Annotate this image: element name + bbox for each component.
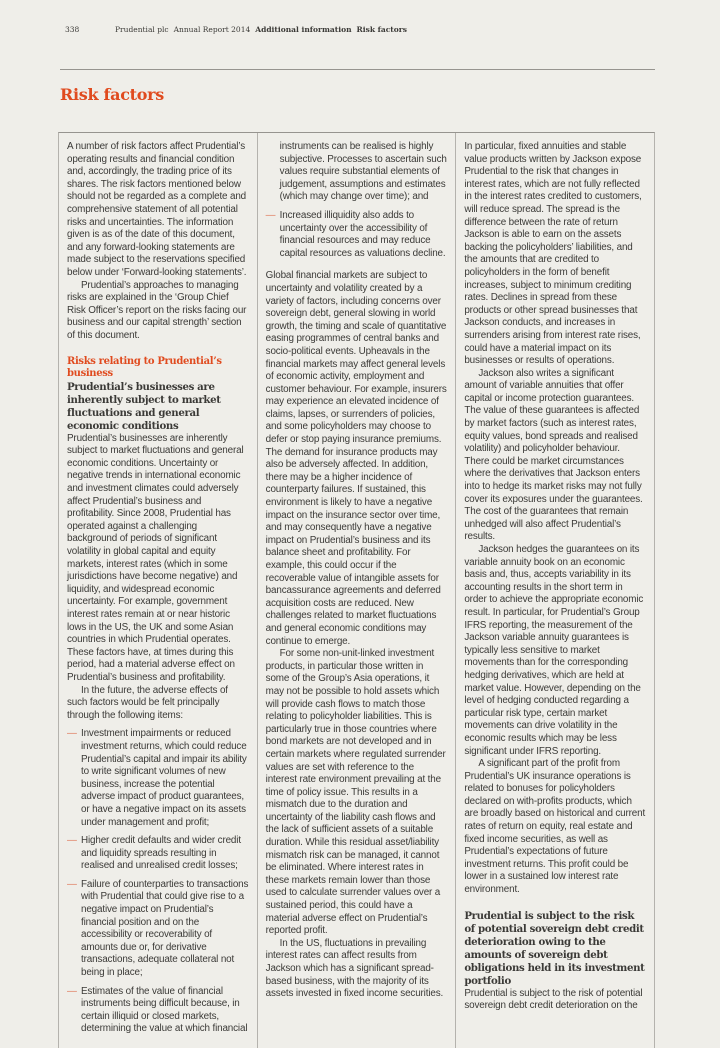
bullet-dash-icon: —: [265, 209, 276, 221]
content-columns: [58, 132, 655, 1048]
paragraph: A number of risk factors affect Prudential’s operating results and financial condition and, accordingly, the trading price of its shares. The risk factors mentioned below should not be regarded as a complete and comprehensive statement of all potential risks and uncertainties. The information given is as of the date of this document, and any forward-looking statements are made subject to the reservations specified below under ‘Forward-looking statements’.: [67, 141, 247, 278]
paragraph: For some non-unit-linked investment products, in particular those written in some of the Group’s Asia operations, it may not be possible to hold assets which will provide cash flows to match those relating to policyholder liabilities. This is particularly true in those countries where bond markets are not developed and in certain markets where regulated surrender values are set with reference to the interest rate environment prevailing at the time of policy issue. This results in a mismatch due to the duration and uncertainty of the liability cash flows and the lack of sufficient assets of a suitable duration. While this residual asset/liability mismatch risk can be managed, it cannot be eliminated. Where interest rates in these markets remain lower than those used to calculate surrender values over a sustained period, this could have a material adverse effect on Prudential’s reported profit.: [265, 648, 446, 937]
column-3: [455, 133, 654, 1048]
page-number: 338: [65, 25, 80, 34]
bullet-item: [67, 879, 249, 980]
risk-subheading: Prudential’s businesses are inherently subject to market fluctuations and general economic conditions: [67, 380, 221, 432]
paragraph: Global financial markets are subject to uncertainty and volatility created by a variety of factors, including concerns over sovereign debt, general slowing in world growth, the timing and scale of quantitative easing programmes of central banks and socio-political events. Upheavals in the financial markets may affect general levels of economic activity, employment and customer behaviour. For example, insurers may experience an elevated incidence of claims, lapses, or surrenders of policies, and some policyholders may choose to defer or stop paying insurance premiums. The demand for insurance products may also be adversely affected. In addition, there may be a higher incidence of counterparty failures. If sustained, this environment is likely to have a negative impact on the insurance sector over time, and may consequently have a negative impact on Prudential’s business and its balance sheet and profitability. For example, this could occur if the recoverable value of intangible assets for bancassurance agreements and deferred acquisition costs are reduced. New challenges related to market fluctuations and general economic conditions may continue to emerge.: [265, 270, 447, 647]
page-title: Risk factors: [60, 84, 164, 104]
bullet-text: Failure of counterparties to transactions with Prudential that could give rise to a negative impact on Prudential’s financial position and on the accessibility or recoverability of amounts due or, for derivative transactions, adequate collateral not being in place;: [81, 878, 249, 979]
header-section: Additional information: [255, 25, 352, 34]
bullet-dash-icon: —: [67, 985, 77, 997]
header-report: Annual Report 2014: [173, 25, 251, 34]
bullet-item: [266, 210, 448, 260]
bullet-text: Investment impairments or reduced investment returns, which could reduce Prudential’s capital and impair its ability to write significant volumes of new business, increase the potential adverse impact of product guarantees, or have a negative impact on its assets under management and profit;: [81, 728, 247, 828]
paragraph: Prudential’s businesses are inherently subject to market fluctuations and general economic conditions. Uncertainty or negative trends in international economic and investment climates could adversely affect Prudential’s business and profitability. Since 2008, Prudential has operated against a challenging background of periods of significant volatility in global capital and equity markets, interest rates (which in some jurisdictions have become negative) and liquidity, and widespread economic uncertainty. For example, government interest rates remain at or near historic lows in the US, the UK and some Asian countries in which Prudential operates. These factors have, at times during this period, had a material adverse effect on Prudential’s business and profitability.: [67, 432, 244, 683]
bullet-dash-icon: —: [67, 878, 77, 890]
paragraph: In the future, the adverse effects of such factors would be felt principally through the following items:: [67, 684, 228, 721]
bullet-item: [67, 986, 249, 1036]
header-subsection: Risk factors: [356, 25, 407, 34]
bullet-item: [67, 835, 249, 873]
bullet-dash-icon: —: [67, 728, 77, 740]
header-company: Prudential plc: [115, 25, 169, 34]
column-1: [59, 133, 257, 1048]
paragraph: Prudential’s approaches to managing risks are explained in the ‘Group Chief Risk Officer’s report on the risks facing our business and our capital strength’ section of this document.: [67, 279, 247, 341]
paragraph: Jackson hedges the guarantees on its variable annuity book on an economic basis and, thus, accepts variability in its accounting results in the short term in order to achieve the appropriate economic result. In particular, for Prudential’s Group IFRS reporting, the measurement of the Jackson variable annuity guarantees is typically less sensitive to market movements than for the corresponding hedging derivatives, which are held at market value. However, depending on the level of hedging conducted regarding a particular risk type, certain market movements can drive volatility in the economic results which may be less significant under IFRS reporting.: [464, 544, 644, 757]
paragraph: A significant part of the profit from Prudential’s UK insurance operations is related to bonuses for policyholders declared on with-profits products, which are broadly based on historical and current rates of return on equity, real estate and fixed income securities, as well as Prudential’s expectations of future investment returns. This profit could be lower in a sustained low interest rate environment.: [464, 758, 646, 896]
paragraph: In the US, fluctuations in prevailing interest rates can affect results from Jackson which has a significant spread-based business, with the majority of its assets invested in fixed income securities.: [265, 937, 444, 1000]
paragraph: Prudential is subject to the risk of potential sovereign debt credit deterioration on the: [464, 987, 643, 1012]
section-heading: Risks relating to Prudential’s business: [67, 355, 222, 380]
risk-subheading: Prudential is subject to the risk of potential sovereign debt credit deterioration owing to the amounts of sovereign debt obligations held in its investment portfolio: [464, 909, 645, 987]
paragraph: Jackson also writes a significant amount of variable annuities that offer capital or income protection guarantees. The value of these guarantees is affected by market factors (such as interest rates, equity values, bond spreads and realised volatility) and policyholder behaviour. There could be market circumstances where the derivatives that Jackson enters into to hedge its market risks may not fully cover its exposures under the guarantees. The cost of the guarantees that remain unhedged will also affect Prudential’s results.: [464, 367, 643, 543]
bullet-continuation: instruments can be realised is highly subjective. Processes to ascertain such values require substantial elements of judgement, assumptions and estimates (which may change over time); and: [279, 141, 447, 203]
bullet-item: [67, 728, 249, 829]
column-2: [257, 133, 456, 1048]
page-header: [65, 25, 660, 34]
bullet-text: Estimates of the value of financial instruments being difficult because, in certain illiquid or closed markets, determining the value at which financial: [81, 985, 248, 1035]
title-divider: [60, 69, 655, 70]
bullet-text: Higher credit defaults and wider credit and liquidity spreads resulting in realised and unrealised credit losses;: [81, 835, 241, 872]
paragraph: In particular, fixed annuities and stable value products written by Jackson expose Prudential to the risk that changes in interest rates, which are not fully reflected in the interest rates credited to customers, will reduce spread. The spread is the difference between the rate of return Jackson is able to earn on the assets backing the policyholders’ liabilities, and the amounts that are credited to policyholders in the form of benefit increases, subject to minimum crediting rates. Declines in spread from these products or other spread businesses that Jackson conducts, and increases in surrenders arising from interest rate rises, could have a material impact on its businesses or results of operations.: [464, 141, 642, 367]
bullet-text: Increased illiquidity also adds to uncertainty over the accessibility of financial resources and may reduce capital resources as valuations decline.: [279, 209, 446, 259]
bullet-dash-icon: —: [67, 835, 77, 847]
